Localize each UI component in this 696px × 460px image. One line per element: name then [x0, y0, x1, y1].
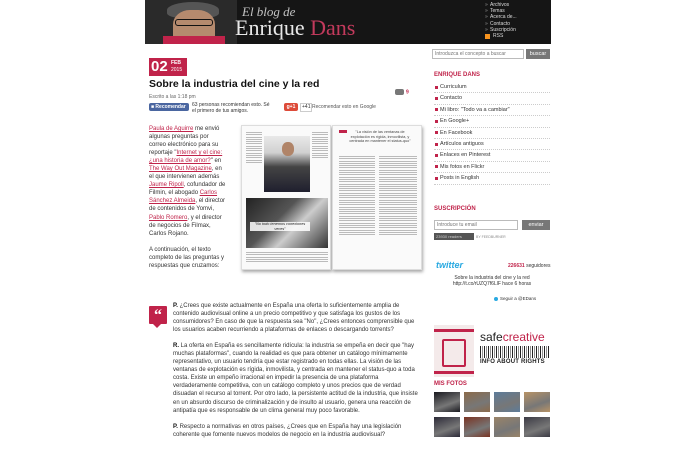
- nav-archivos[interactable]: » Archivos: [485, 2, 551, 8]
- link-internet-cine[interactable]: Internet y el cine: ¿una historia de amor?: [149, 150, 223, 165]
- facebook-recommend-text: 63 personas recomiendan esto. Sé el primero de tus amigos.: [192, 102, 270, 114]
- gplus-count: +41: [302, 104, 311, 110]
- feed-label: readers: [448, 234, 462, 239]
- date-badge: [149, 58, 187, 76]
- post-month: FEB: [171, 60, 181, 66]
- site-logo[interactable]: [235, 15, 355, 41]
- quote-icon: “: [149, 306, 167, 324]
- feed-count-badge[interactable]: [434, 233, 474, 240]
- intro-paragraph-1: [149, 125, 227, 238]
- twitter-follower-count: 226631: [508, 263, 525, 269]
- sidebar-item-curriculum[interactable]: Curriculum: [434, 82, 550, 93]
- latest-tweet[interactable]: Sobre la industria del cine y la red http://t.co/rUZQ7f6LlF hace 6 horas: [452, 275, 532, 287]
- magazine-quote-1: "La visión de las ventanas de explotación es rígida, inmovilista, y centrada en mantener el status-quo": [349, 130, 411, 143]
- post-intro: [149, 125, 227, 270]
- photo-thumb[interactable]: [434, 417, 460, 437]
- intro-text: " en: [210, 158, 222, 165]
- section-title-mis-fotos: MIS FOTOS: [434, 381, 467, 387]
- sidebar-item-libro[interactable]: Mi libro: "Todo va a cambiar": [434, 105, 550, 116]
- twitter-follower-label: seguidores: [524, 263, 551, 269]
- facebook-recommend-label: Recomendar: [155, 104, 186, 110]
- post-title[interactable]: Sobre la industria del cine y la red: [149, 78, 320, 90]
- photo-thumb[interactable]: [464, 392, 490, 412]
- facebook-recommend-button[interactable]: [149, 103, 189, 111]
- twitter-widget: [434, 258, 550, 304]
- photo-thumb[interactable]: [464, 417, 490, 437]
- qa-marker: R.: [173, 343, 179, 350]
- photo-thumb[interactable]: [494, 392, 520, 412]
- comments-count: 9: [406, 89, 409, 96]
- link-carlos-sanchez-almeida[interactable]: Carlos Sánchez Almeida: [149, 190, 218, 205]
- photo-thumb[interactable]: [524, 392, 550, 412]
- email-field[interactable]: [434, 220, 518, 230]
- section-title-enrique-dans: ENRIQUE DANS: [434, 72, 481, 78]
- nav-acerca[interactable]: » Acerca de...: [485, 14, 551, 20]
- gplus-text: Recomendar esto en Google: [312, 104, 376, 110]
- photo-thumb[interactable]: [434, 392, 460, 412]
- magazine-spread-image[interactable]: [241, 125, 423, 273]
- link-the-way-out[interactable]: The Way Out Magazine: [149, 166, 212, 173]
- search-input[interactable]: [432, 49, 524, 59]
- magazine-left-page: [241, 125, 331, 270]
- nav-contacto[interactable]: » Contacto: [485, 21, 551, 27]
- barcode-icon: [480, 346, 550, 358]
- qa-answer-1: [173, 342, 419, 414]
- subscribe-button[interactable]: enviar: [522, 220, 550, 230]
- link-jaume-ripoll[interactable]: Jaume Ripoll: [149, 182, 184, 189]
- search-button[interactable]: buscar: [526, 49, 550, 59]
- safecreative-logo[interactable]: [480, 330, 545, 344]
- nav-rss[interactable]: RSS: [485, 33, 551, 39]
- intro-text: me envió algunas preguntas por correo electrónico para su reportaje ": [149, 126, 220, 157]
- qa-body: ¿Crees que existe actualmente en España una oferta lo suficientemente amplia de contenido audiovisual online a un precio competitivo y que satisfaga los gustos de los consumidores? En caso de que la respuesta sea "No", ¿Crees entonces comprensible que los usuarios acaben recurriendo a plataformas de enlaces o descargando torrents?: [173, 303, 415, 334]
- qa-question-1: [173, 302, 419, 334]
- intro-paragraph-2: A continuación, el texto completo de las preguntas y respuestas que cruzamos:: [149, 246, 225, 269]
- comments-link[interactable]: [395, 89, 409, 95]
- sidebar-item-pinterest[interactable]: Enlaces en Pinterest: [434, 150, 550, 161]
- section-title-suscripcion: SUSCRIPCIÓN: [434, 206, 476, 212]
- feedburner-label: BY FEEDBURNER: [476, 235, 506, 239]
- sidebar-item-articulos[interactable]: Artículos antiguos: [434, 139, 550, 150]
- sidebar-item-flickr[interactable]: Mis fotos en Flickr: [434, 162, 550, 173]
- intro-text: , en el que intervienen además: [149, 166, 222, 181]
- sc-logo-part2: creative: [502, 330, 545, 344]
- logo-first-name: Enrique: [235, 15, 305, 40]
- link-paula-de-aguirre[interactable]: Paula de Aguirre: [149, 126, 194, 132]
- photo-thumb[interactable]: [494, 417, 520, 437]
- author-photo: [145, 0, 237, 44]
- qa-body: La oferta en España es sencillamente ridícula: la industria se empeña en decir que "hay muchas plataformas", cuando la realidad es que para obtener un catálogo mínimamente representativo, un usuario tendría que estar registrado en todas ellas. La visión de las ventanas de explotación es rígida, inmovilista, y centrada en mantener el status-quo a toda costa. Existe un empeño irracional en impedir la presencia de una plataforma verdaderamente competitiva, con un catálogo completo y unos precios que de verdad disuadan el recurso al torrent. Por otro lado, la persistente actitud de la industria, que insiste en un absurdo discurso de criminalización y de insulto al usuario, genera una reacción de antipatía que es responsable de un clima general muy poco favorable.: [173, 343, 418, 414]
- intro-text: , y el director de negocios de Filmax, Carlos Rojano.: [149, 214, 222, 237]
- comment-bubble-icon: [395, 89, 404, 95]
- link-pablo-romero[interactable]: Pablo Romero: [149, 214, 188, 221]
- qa-body: Respecto a normativas en otros países, ¿Crees que en España hay una legislación coherente que fomente nuevos modelos de negocio en la industria audiovisual?: [173, 423, 402, 438]
- intro-text: , cofundador de Filmin, el abogado: [149, 182, 226, 197]
- safecreative-tagline: INFO ABOUT RIGHTS: [480, 359, 545, 365]
- twitter-follow-button[interactable]: Seguir a @EDans: [494, 296, 536, 301]
- magazine-right-page: [332, 125, 422, 270]
- post-day: 02: [151, 58, 168, 75]
- site-header: [145, 0, 551, 44]
- sidebar-item-facebook[interactable]: En Facebook: [434, 128, 550, 139]
- qa-text: [173, 302, 419, 439]
- top-nav: [485, 2, 551, 39]
- feed-count: 23930: [436, 234, 448, 239]
- safecreative-stamp-icon[interactable]: [434, 325, 474, 377]
- gplus-button[interactable]: g+1: [284, 103, 298, 111]
- sidebar-item-english[interactable]: Posts in English: [434, 173, 550, 184]
- sc-logo-part1: safe: [480, 330, 503, 344]
- post-year: 2015: [171, 67, 183, 73]
- sidebar-item-google-plus[interactable]: En Google+: [434, 116, 550, 127]
- qa-question-2: [173, 423, 419, 439]
- twitter-followers: [508, 263, 551, 269]
- magazine-quote-2: "No todo tenemos conexiones veces": [250, 222, 310, 231]
- sidebar-item-contacto[interactable]: Contacto: [434, 93, 550, 104]
- nav-suscripcion[interactable]: » Suscripción: [485, 27, 551, 33]
- logo-small-text[interactable]: El blog de: [242, 4, 296, 19]
- photo-thumb[interactable]: [524, 417, 550, 437]
- logo-last-name: Dans: [310, 15, 356, 40]
- twitter-logo[interactable]: twitter: [436, 260, 463, 270]
- sidebar-links: [434, 82, 550, 185]
- qa-marker: P.: [173, 303, 178, 309]
- post-byline: Escrito a las 1:18 pm: [149, 94, 196, 100]
- facebook-thumb-icon: ■: [151, 104, 155, 110]
- intro-text: , el director de contenidos de Yomvi,: [149, 198, 226, 213]
- nav-temas[interactable]: » Temas: [485, 8, 551, 14]
- qa-marker: P.: [173, 423, 178, 430]
